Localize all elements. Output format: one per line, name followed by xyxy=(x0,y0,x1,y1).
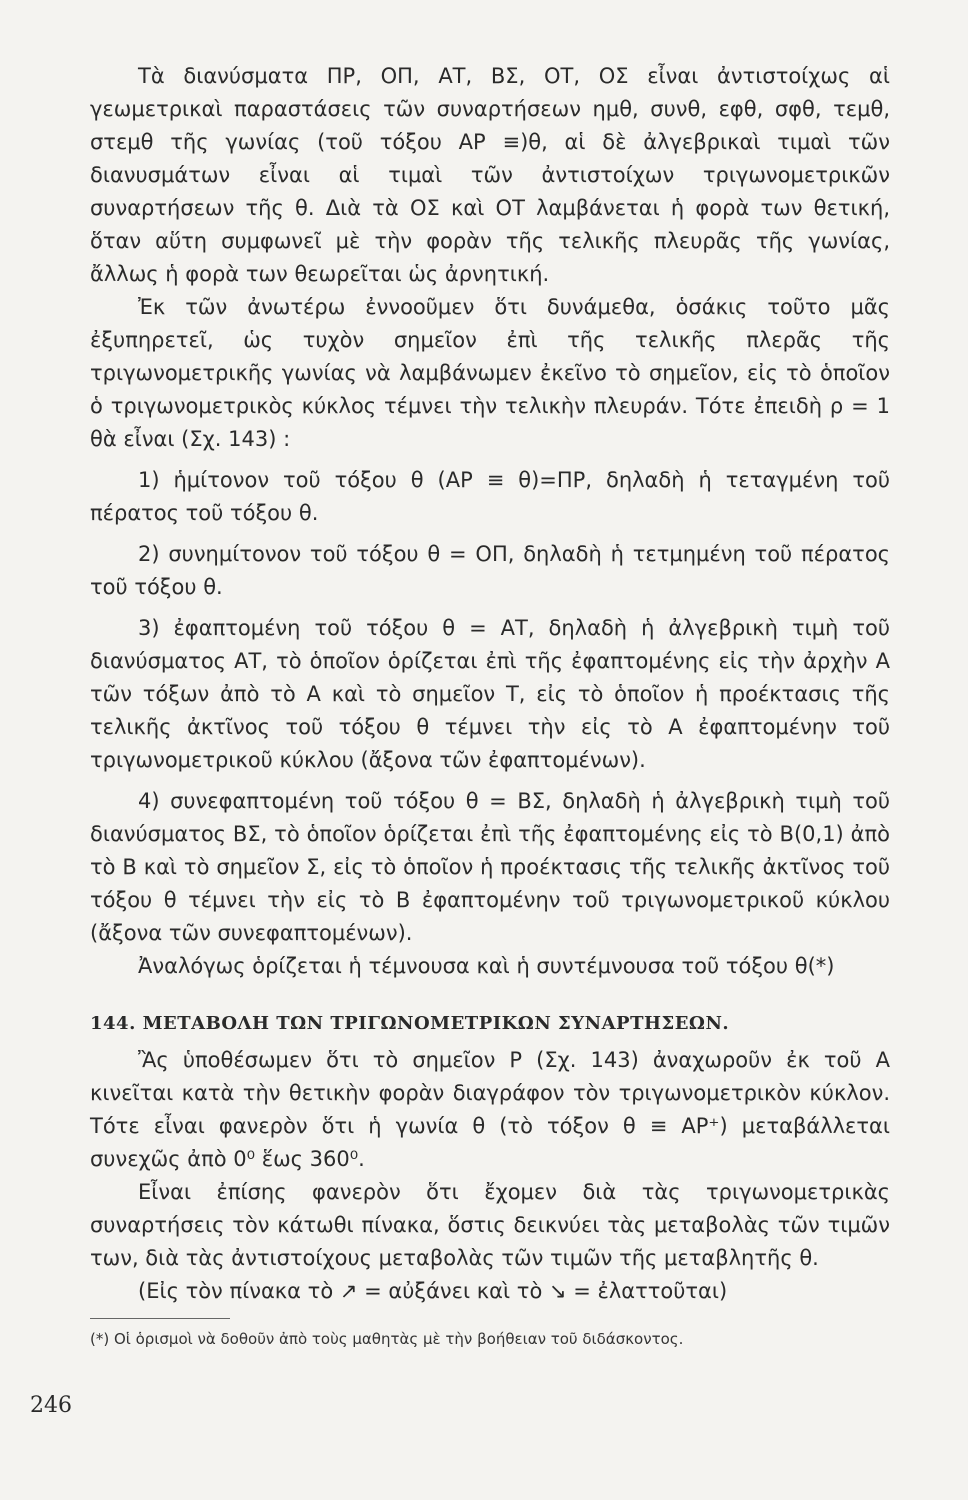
paragraph-secant: Ἀναλόγως ὁρίζεται ἡ τέμνουσα καὶ ἡ συντέμνουσα τοῦ τόξου θ(*) xyxy=(138,954,835,978)
item-cotangent: 4) συνεφαπτομένη τοῦ τόξου θ = ΒΣ, δηλαδὴ ἡ ἀλγεβρικὴ τιμὴ τοῦ διανύσματος ΒΣ, τὸ ὁποῖον ὁρίζεται ἐπὶ τῆς ἐφαπτομένης εἰς τὸ Β(0,1) ἀπὸ τὸ Β καὶ τὸ σημεῖον Σ, εἰς τὸ ὁποῖον ἡ προέκτασις τῆς τελικῆς ἀκτῖνος τοῦ τόξου θ τέμνει τὴν εἰς τὸ Β ἐφαπτομένην τοῦ τριγωνομετρικοῦ κύκλου (ἄξονα τῶν συνεφαπτομένων). xyxy=(90,789,890,945)
section-heading: 144. ΜΕΤΑΒΟΛΗ ΤΩΝ ΤΡΙΓΩΝΟΜΕΤΡΙΚΩΝ ΣΥΝΑΡΤΗΣΕΩΝ. xyxy=(90,1013,730,1034)
footnote: (*) Οἱ ὁρισμοὶ νὰ δοθοῦν ἀπὸ τοὺς μαθητὰς μὲ τὴν βοήθειαν τοῦ διδάσκοντος. xyxy=(90,1330,684,1348)
section-paragraph-table: Εἶναι ἐπίσης φανερὸν ὅτι ἔχομεν διὰ τὰς τριγωνομετρικὰς συναρτήσεις τὸν κάτωθι πίνακα, ὅστις δεικνύει τὰς μεταβολὰς τῶν τιμῶν των, διὰ τὰς ἀντιστοίχους μεταβολὰς τῶν τιμῶν τῆς μεταβλητῆς θ. xyxy=(90,1180,890,1270)
paragraph-intro: Τὰ διανύσματα ΠΡ, ΟΠ, ΑΤ, ΒΣ, ΟΤ, ΟΣ εἶναι ἀντιστοίχως αἱ γεωμετρικαὶ παραστάσεις τῶν συναρτήσεων ημθ, συνθ, εφθ, σφθ, τεμθ, στεμθ τῆς γωνίας (τοῦ τόξου ΑΡ ≡)θ, αἱ δὲ ἀλγεβρικαὶ τιμαὶ τῶν διανυσμάτων εἶναι αἱ τιμαὶ τῶν ἀντιστοίχων τριγωνομετρικῶν συναρτήσεων τῆς θ. Διὰ τὰ ΟΣ καὶ ΟΤ λαμβάνεται ἡ φορὰ των θετική, ὅταν αὕτη συμφωνεῖ μὲ τὴν φορὰν τῆς τελικῆς πλευρᾶς τῆς γωνίας, ἄλλως ἡ φορὰ των θεωρεῖται ὡς ἀρνητική. xyxy=(90,64,890,286)
section-paragraph-legend: (Εἰς τὸν πίνακα τὸ ↗ = αὐξάνει καὶ τὸ ↘ = ἐλαττοῦται) xyxy=(138,1279,728,1303)
main-text xyxy=(90,60,890,1308)
footnote-divider xyxy=(90,1318,230,1319)
paragraph-consequence: Ἐκ τῶν ἀνωτέρω ἐννοοῦμεν ὅτι δυνάμεθα, ὁσάκις τοῦτο μᾶς ἐξυπηρετεῖ, ὡς τυχὸν σημεῖον ἐπὶ τῆς τελικῆς πλερᾶς τῆς τριγωνομετρικῆς γωνίας νὰ λαμβάνωμεν ἐκεῖνο τὸ σημεῖον, εἰς τὸ ὁποῖον ὁ τριγωνομετρικὸς κύκλος τέμνει τὴν τελικὴν πλευράν. Τότε ἐπειδὴ ρ = 1 θὰ εἶναι (Σχ. 143) : xyxy=(90,295,890,451)
item-cosine: 2) συνημίτονον τοῦ τόξου θ = ΟΠ, δηλαδὴ ἡ τετμημένη τοῦ πέρατος τοῦ τόξου θ. xyxy=(90,542,890,599)
item-sine: 1) ἡμίτονον τοῦ τόξου θ (ΑΡ ≡ θ)=ΠΡ, δηλαδὴ ἡ τεταγμένη τοῦ πέρατος τοῦ τόξου θ. xyxy=(90,468,890,525)
page-number: 246 xyxy=(30,1393,72,1418)
section-paragraph-motion: Ἂς ὑποθέσωμεν ὅτι τὸ σημεῖον Ρ (Σχ. 143) ἀναχωροῦν ἐκ τοῦ Α κινεῖται κατὰ τὴν θετικὴν φορὰν διαγράφον τὸν τριγωνομετρικὸν κύκλον. Τότε εἶναι φανερὸν ὅτι ἡ γωνία θ (τὸ τόξον θ ≡ ΑΡ⁺) μεταβάλλεται συνεχῶς ἀπὸ 0⁰ ἕως 360⁰. xyxy=(90,1048,890,1171)
item-tangent: 3) ἐφαπτομένη τοῦ τόξου θ = ΑΤ, δηλαδὴ ἡ ἀλγεβρικὴ τιμὴ τοῦ διανύσματος ΑΤ, τὸ ὁποῖον ὁρίζεται ἐπὶ τῆς ἐφαπτομένης εἰς τὴν ἀρχὴν Α τῶν τόξων ἀπὸ τὸ Α καὶ τὸ σημεῖον Τ, εἰς τὸ ὁποῖον ἡ προέκτασις τῆς τελικῆς ἀκτῖνος τοῦ τόξου θ τέμνει τὴν εἰς τὸ Α ἐφαπτομένην τοῦ τριγωνομετρικοῦ κύκλου (ἄξονα τῶν ἐφαπτομένων). xyxy=(90,616,890,772)
